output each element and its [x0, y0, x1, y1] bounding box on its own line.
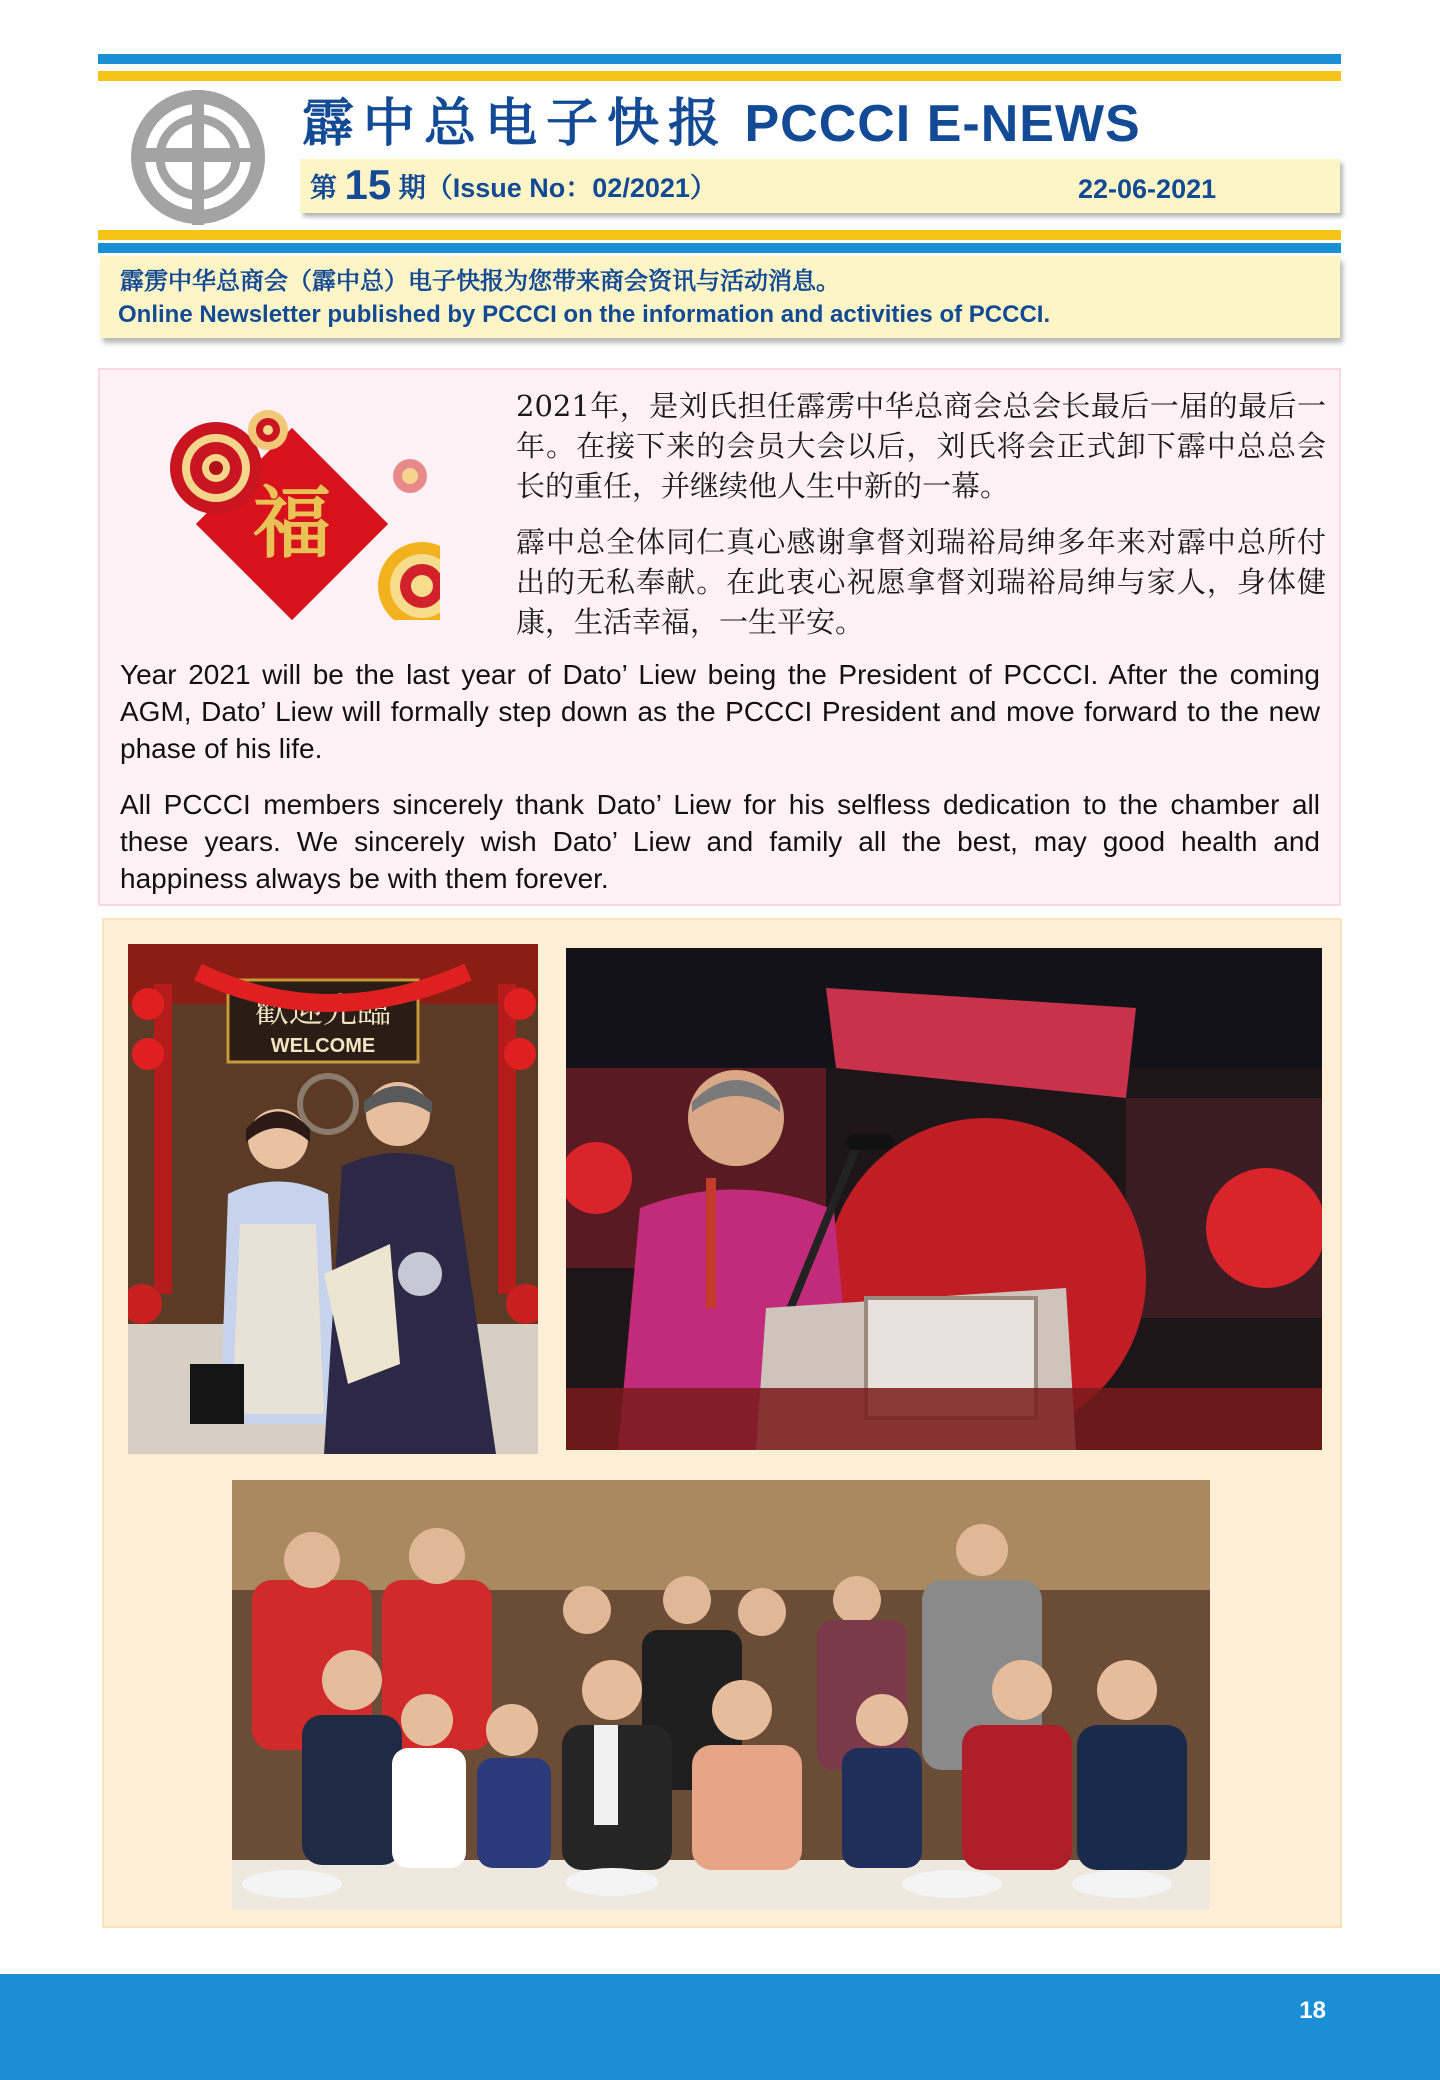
issue-prefix: 第: [310, 173, 337, 203]
message-box: [98, 368, 1341, 906]
photo-speech-podium: [566, 948, 1322, 1450]
photo-couple-welcome: [128, 944, 538, 1454]
welcome-sign-cn: 歡迎光臨: [255, 991, 391, 1031]
title-cn: 霹中总电子快报: [302, 93, 730, 154]
issue-date: 22-06-2021: [1078, 174, 1217, 204]
issue-suffix: 期（Issue No：02/2021）: [398, 173, 717, 203]
page-number: 18: [1299, 1997, 1326, 2024]
message-cn-paragraph-2: 霹中总全体同仁真心感谢拿督刘瑞裕局绅多年来对霹中总所付出的无私奉献。在此衷心祝愿拿督刘瑞裕局绅与家人，身体健康，生活幸福，一生平安。: [516, 525, 1326, 639]
message-en-paragraph-2: All PCCCI members sincerely thank Dato’ Liew for his selfless dedication to the chamber all these years. We sincerely wish Dato’ Liew and family all the best, may good health and happiness always be with them forever.: [120, 789, 1320, 894]
top-yellow-stripe: [98, 71, 1341, 81]
intro-box: [100, 256, 1340, 338]
footer-bar: [0, 1974, 1440, 2080]
page-title: [302, 92, 1141, 156]
intro-cn: 霹雳中华总商会（霹中总）电子快报为您带来商会资讯与活动消息。: [120, 266, 840, 295]
message-cn-paragraph-1: 2021年，是刘氏担任霹雳中华总商会总会长最后一届的最后一年。在接下来的会员大会以后，刘氏将会正式卸下霹中总总会长的重任，并继续他人生中新的一幕。: [516, 389, 1326, 503]
fu-character: 福: [252, 478, 332, 569]
fu-decoration: [140, 390, 440, 620]
issue-box: [300, 159, 1340, 213]
welcome-sign-en: WELCOME: [270, 1035, 376, 1057]
top-blue-stripe: [98, 54, 1341, 64]
title-en: PCCCI E-NEWS: [744, 95, 1141, 153]
mid-blue-stripe: [98, 243, 1341, 253]
photo-collage: [102, 918, 1342, 1928]
issue-number: 15: [344, 161, 392, 208]
photo-family-group: [232, 1480, 1210, 1910]
intro-en: Online Newsletter published by PCCCI on the information and activities of PCCCI.: [118, 301, 1051, 328]
message-en-paragraph-1: Year 2021 will be the last year of Dato’ Liew being the President of PCCCI. After the coming AGM, Dato’ Liew will formally step down as the PCCCI President and move forward to the new phase of his life.: [120, 659, 1320, 764]
pccci-logo: [126, 90, 271, 225]
issue-label: [310, 161, 717, 208]
mid-yellow-stripe: [98, 230, 1341, 240]
